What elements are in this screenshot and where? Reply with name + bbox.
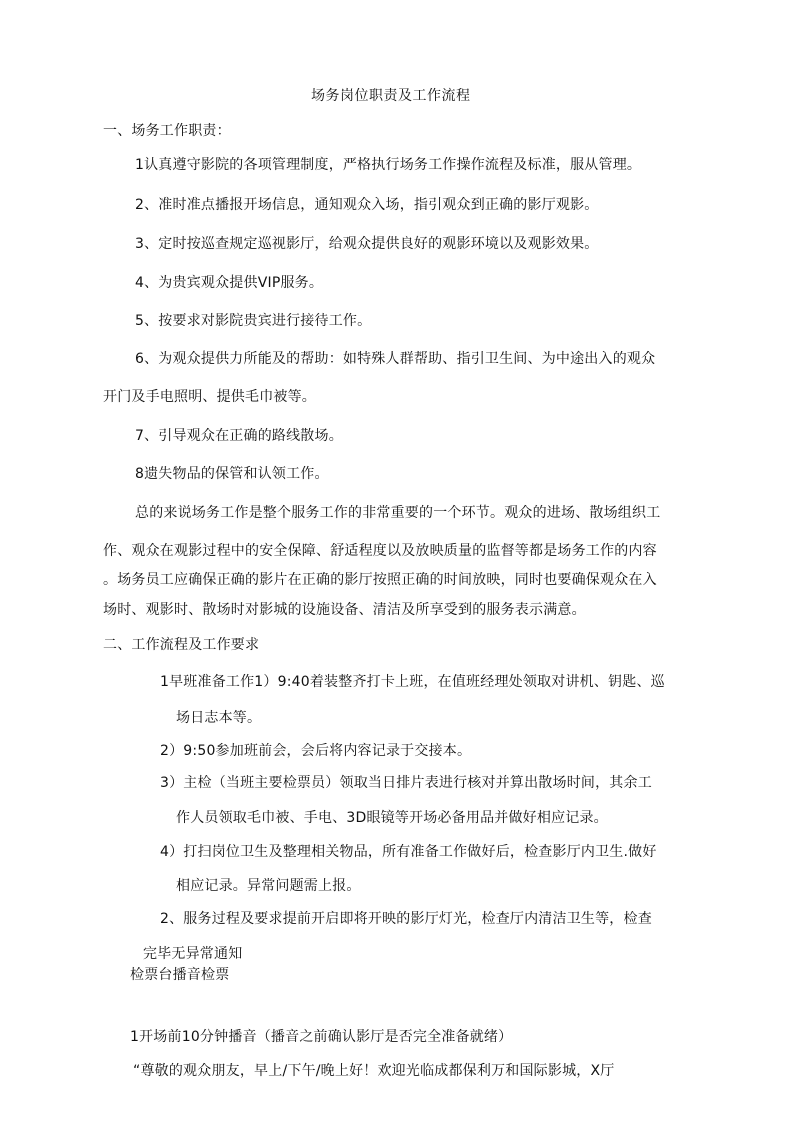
workflow-line-4-continued: 相应记录。异常问题需上报。 <box>176 878 361 894</box>
duty-item-1: 1认真遵守影院的各项管理制度，严格执行场务工作操作流程及标准，服从管理。 <box>135 157 642 173</box>
section-heading-workflow: 二、工作流程及工作要求 <box>103 637 260 653</box>
duty-item-3: 3、定时按巡查规定巡视影厅，给观众提供良好的观影环境以及观影效果。 <box>135 236 599 252</box>
service-process-line-continued: 完毕无异常通知 <box>143 946 243 962</box>
summary-line-3: 。场务员工应确保正确的影片在正确的影厅按照正确的时间放映，同时也要确保观众在入 <box>103 572 657 588</box>
section-heading-duties: 一、场务工作职责： <box>103 123 231 139</box>
duty-item-5: 5、按要求对影院贵宾进行接待工作。 <box>135 313 372 329</box>
duty-item-2: 2、准时准点播报开场信息，通知观众入场，指引观众到正确的影厅观影。 <box>135 197 599 213</box>
workflow-line-2: 2）9:50参加班前会，会后将内容记录于交接本。 <box>160 743 472 759</box>
duty-item-6: 6、为观众提供力所能及的帮助：如特殊人群帮助、指引卫生间、为中途出入的观众 <box>135 351 656 367</box>
duty-item-6-continued: 开门及手电照明、提供毛巾被等。 <box>103 389 316 405</box>
workflow-line-4: 4）打扫岗位卫生及整理相关物品，所有准备工作做好后，检查影厅内卫生.做好 <box>160 844 657 860</box>
summary-line-2: 作、观众在观影过程中的安全保障、舒适程度以及放映质量的监督等都是场务工作的内容 <box>103 543 657 559</box>
workflow-line-3-continued: 作人员领取毛巾被、手电、3D眼镜等开场必备用品并做好相应记录。 <box>176 810 608 826</box>
summary-line-4: 场时、观影时、散场时对影城的设施设备、清洁及所享受到的服务表示满意。 <box>103 602 586 618</box>
service-process-line: 2、服务过程及要求提前开启即将开映的影厅灯光，检查厅内清洁卫生等，检查 <box>160 911 652 927</box>
duty-item-7: 7、引导观众在正确的路线散场。 <box>135 428 343 444</box>
duty-item-4: 4、为贵宾观众提供VIP服务。 <box>135 275 324 291</box>
ticket-desk-broadcast-heading: 检票台播音检票 <box>130 967 230 983</box>
workflow-line-1: 1早班准备工作1）9:40着装整齐打卡上班，在值班经理处领取对讲机、钥匙、巡 <box>160 674 665 690</box>
broadcast-script-line: “尊敬的观众朋友，早上/下午/晚上好！欢迎光临成都保利万和国际影城，X厅 <box>133 1063 615 1079</box>
document-title: 场务岗位职责及工作流程 <box>311 88 471 104</box>
workflow-line-1-continued: 场日志本等。 <box>176 710 262 726</box>
workflow-line-3: 3）主检（当班主要检票员）领取当日排片表进行核对并算出散场时间，其余工 <box>160 775 652 791</box>
broadcast-timing-line: 1开场前10分钟播音（播音之前确认影厅是否完全准备就绪） <box>130 1029 513 1045</box>
summary-line-1: 总的来说场务工作是整个服务工作的非常重要的一个环节。观众的进场、散场组织工 <box>135 505 661 521</box>
duty-item-8: 8遗失物品的保管和认领工作。 <box>135 466 329 482</box>
